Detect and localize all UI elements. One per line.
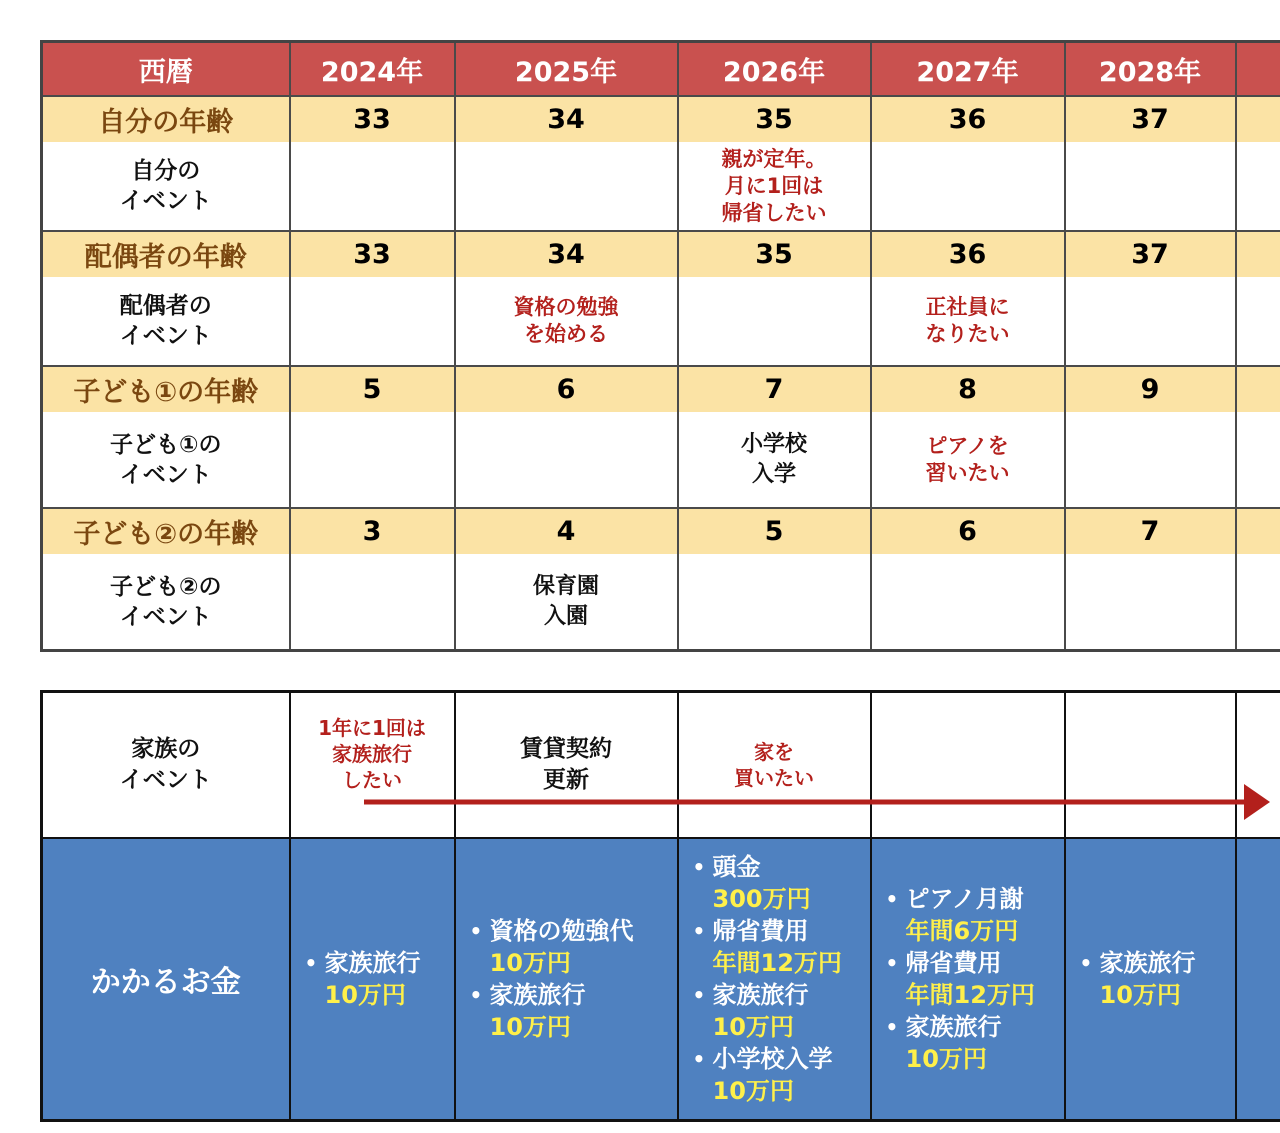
event-cell: 保育園 入園 bbox=[455, 554, 678, 651]
cost-item-amount: 10万円 bbox=[712, 1077, 794, 1105]
year-2027: 2027年 bbox=[871, 42, 1065, 97]
age-cell: 7 bbox=[678, 366, 871, 412]
family-event-cell: 1年に1回は 家族旅行 したい bbox=[290, 692, 455, 839]
event-cell: ピアノを 習いたい bbox=[871, 412, 1065, 508]
event-cell bbox=[290, 412, 455, 508]
family-event-cell bbox=[1065, 692, 1236, 839]
cost-item-name: 家族旅行 bbox=[489, 981, 586, 1009]
cost-list bbox=[456, 915, 677, 1043]
event-cell bbox=[678, 277, 871, 366]
cost-item-amount: 年間6万円 bbox=[905, 917, 1019, 945]
event-cell bbox=[290, 554, 455, 651]
cost-cell bbox=[1065, 838, 1236, 1121]
child1-event-row bbox=[42, 412, 1280, 508]
age-cell bbox=[1236, 231, 1280, 277]
cost-list bbox=[872, 883, 1064, 1075]
self-age-row bbox=[42, 96, 1280, 142]
event-cell bbox=[1236, 277, 1280, 366]
event-cell bbox=[1236, 142, 1280, 231]
age-cell bbox=[1236, 366, 1280, 412]
cost-item-amount: 300万円 bbox=[712, 885, 811, 913]
family-event-cell: 賃貸契約 更新 bbox=[455, 692, 678, 839]
age-cell: 6 bbox=[455, 366, 678, 412]
event-cell bbox=[678, 554, 871, 651]
age-cell: 9 bbox=[1065, 366, 1236, 412]
year-2024: 2024年 bbox=[290, 42, 455, 97]
cost-item-name: 帰省費用 bbox=[905, 949, 1002, 977]
family-cost-table bbox=[40, 690, 1280, 1122]
cost-item-amount: 10万円 bbox=[1099, 981, 1181, 1009]
family-event-cell bbox=[871, 692, 1065, 839]
event-cell bbox=[871, 554, 1065, 651]
age-cell: 35 bbox=[678, 231, 871, 277]
year-cut-off bbox=[1236, 42, 1280, 97]
family-event-label: 家族の イベント bbox=[42, 692, 290, 839]
family-event-row bbox=[42, 692, 1280, 839]
cost-cell bbox=[1236, 838, 1280, 1121]
age-cell: 3 bbox=[290, 508, 455, 554]
cost-item-name: 家族旅行 bbox=[905, 1013, 1002, 1041]
cost-item bbox=[693, 979, 870, 1043]
age-cell: 37 bbox=[1065, 96, 1236, 142]
age-cell bbox=[1236, 96, 1280, 142]
cost-item bbox=[470, 979, 677, 1043]
age-cell: 34 bbox=[455, 96, 678, 142]
family-event-cell: 家を 買いたい bbox=[678, 692, 871, 839]
child1-age-label: 子ども①の年齢 bbox=[42, 366, 290, 412]
cost-label: かかるお金 bbox=[42, 838, 290, 1121]
age-cell: 37 bbox=[1065, 231, 1236, 277]
cost-item-name: 家族旅行 bbox=[712, 981, 809, 1009]
self-event-label: 自分の イベント bbox=[42, 142, 290, 231]
cost-item bbox=[693, 915, 870, 979]
life-plan-table bbox=[40, 40, 1280, 652]
cost-cell bbox=[290, 838, 455, 1121]
cost-item bbox=[305, 947, 454, 1011]
self-event-row bbox=[42, 142, 1280, 231]
cost-item bbox=[470, 915, 677, 979]
event-cell: 資格の勉強 を始める bbox=[455, 277, 678, 366]
age-cell: 5 bbox=[678, 508, 871, 554]
child2-event-label: 子ども②の イベント bbox=[42, 554, 290, 651]
cost-item-name: 帰省費用 bbox=[712, 917, 809, 945]
child2-event-row bbox=[42, 554, 1280, 651]
age-cell: 34 bbox=[455, 231, 678, 277]
event-cell bbox=[1065, 412, 1236, 508]
cost-item-amount: 年間12万円 bbox=[905, 981, 1035, 1009]
cost-item-name: 家族旅行 bbox=[324, 949, 421, 977]
age-cell: 6 bbox=[871, 508, 1065, 554]
age-cell: 5 bbox=[290, 366, 455, 412]
cost-item-amount: 10万円 bbox=[712, 1013, 794, 1041]
spouse-event-row bbox=[42, 277, 1280, 366]
cost-item bbox=[886, 1011, 1064, 1075]
event-cell bbox=[1236, 554, 1280, 651]
year-header-row bbox=[42, 42, 1280, 97]
cost-cell bbox=[455, 838, 678, 1121]
cost-row bbox=[42, 838, 1280, 1121]
cost-item bbox=[693, 1043, 870, 1107]
event-cell bbox=[455, 142, 678, 231]
event-cell bbox=[1065, 142, 1236, 231]
cost-item bbox=[886, 883, 1064, 947]
year-2028: 2028年 bbox=[1065, 42, 1236, 97]
year-2026: 2026年 bbox=[678, 42, 871, 97]
cost-item-name: 頭金 bbox=[712, 853, 761, 881]
event-cell bbox=[1065, 554, 1236, 651]
age-cell: 35 bbox=[678, 96, 871, 142]
age-cell: 36 bbox=[871, 96, 1065, 142]
cost-list bbox=[679, 851, 870, 1107]
spouse-age-label: 配偶者の年齢 bbox=[42, 231, 290, 277]
event-cell: 親が定年。 月に1回は 帰省したい bbox=[678, 142, 871, 231]
cost-list bbox=[1066, 947, 1235, 1011]
event-cell bbox=[290, 142, 455, 231]
self-age-label: 自分の年齢 bbox=[42, 96, 290, 142]
event-cell: 正社員に なりたい bbox=[871, 277, 1065, 366]
cost-item-name: 資格の勉強代 bbox=[489, 917, 634, 945]
cost-item-amount: 10万円 bbox=[905, 1045, 987, 1073]
cost-item bbox=[1080, 947, 1235, 1011]
event-cell bbox=[455, 412, 678, 508]
event-cell bbox=[1065, 277, 1236, 366]
cost-item-amount: 10万円 bbox=[324, 981, 406, 1009]
cost-item-amount: 10万円 bbox=[489, 1013, 571, 1041]
age-cell bbox=[1236, 508, 1280, 554]
child2-age-label: 子ども②の年齢 bbox=[42, 508, 290, 554]
age-cell: 33 bbox=[290, 96, 455, 142]
cost-item-name: 家族旅行 bbox=[1099, 949, 1196, 977]
cost-item-amount: 年間12万円 bbox=[712, 949, 842, 977]
cost-list bbox=[291, 947, 454, 1011]
cost-item-amount: 10万円 bbox=[489, 949, 571, 977]
age-cell: 8 bbox=[871, 366, 1065, 412]
age-cell: 33 bbox=[290, 231, 455, 277]
cost-item bbox=[886, 947, 1064, 1011]
event-cell: 小学校 入学 bbox=[678, 412, 871, 508]
child2-age-row bbox=[42, 508, 1280, 554]
age-cell: 7 bbox=[1065, 508, 1236, 554]
cost-item bbox=[693, 851, 870, 915]
spouse-event-label: 配偶者の イベント bbox=[42, 277, 290, 366]
year-2025: 2025年 bbox=[455, 42, 678, 97]
cost-cell bbox=[871, 838, 1065, 1121]
child1-event-label: 子ども①の イベント bbox=[42, 412, 290, 508]
age-cell: 36 bbox=[871, 231, 1065, 277]
event-cell bbox=[290, 277, 455, 366]
event-cell bbox=[1236, 412, 1280, 508]
age-cell: 4 bbox=[455, 508, 678, 554]
cost-cell bbox=[678, 838, 871, 1121]
cost-item-name: 小学校入学 bbox=[712, 1045, 833, 1073]
year-header-label: 西暦 bbox=[42, 42, 290, 97]
family-event-cell bbox=[1236, 692, 1280, 839]
child1-age-row bbox=[42, 366, 1280, 412]
spouse-age-row bbox=[42, 231, 1280, 277]
cost-item-name: ピアノ月謝 bbox=[905, 885, 1024, 913]
event-cell bbox=[871, 142, 1065, 231]
